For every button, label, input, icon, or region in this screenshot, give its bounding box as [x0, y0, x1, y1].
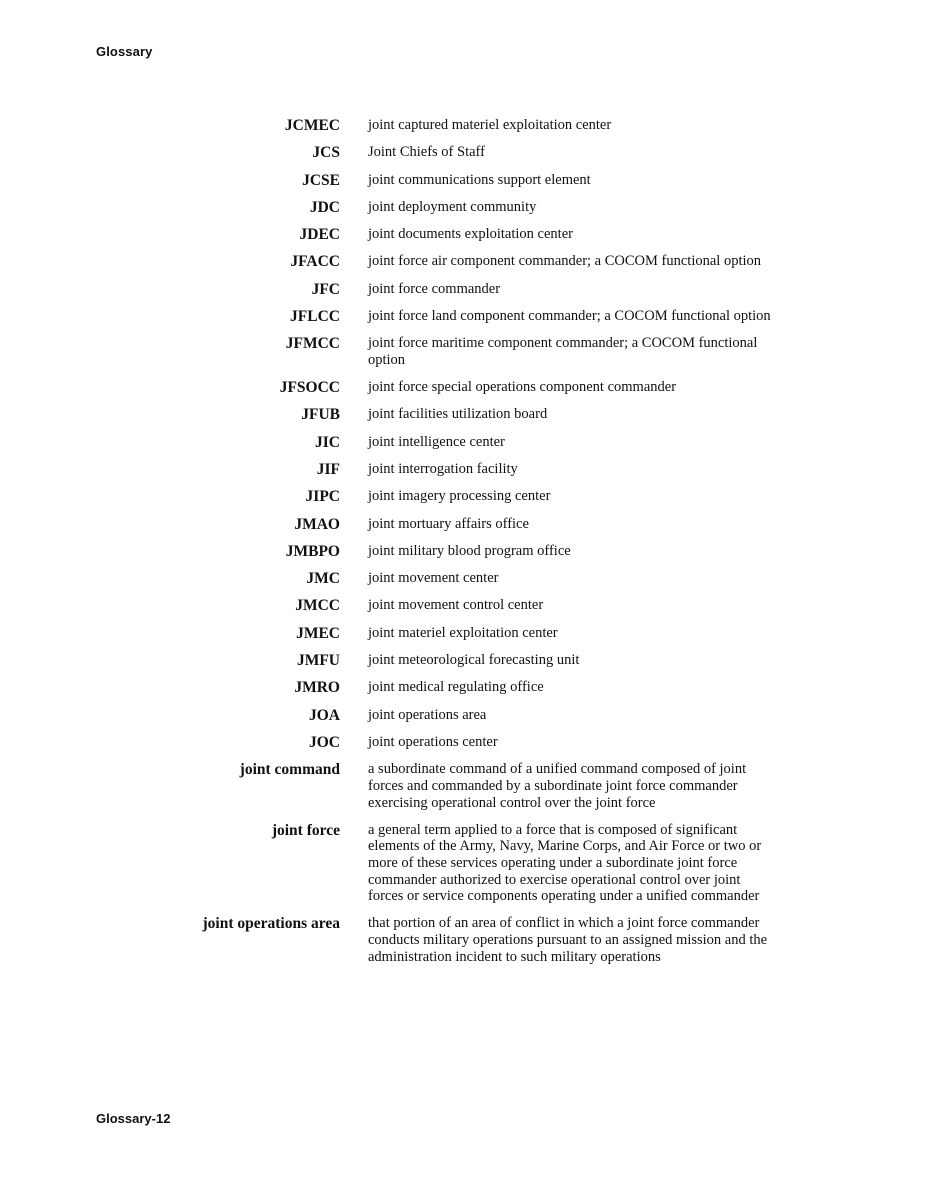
glossary-term: JFLCC	[290, 308, 340, 326]
glossary-definition: joint deployment community	[368, 198, 537, 215]
glossary-entry	[196, 199, 796, 216]
glossary-term: joint operations area	[202, 915, 340, 933]
glossary-definition: joint documents exploitation center	[368, 226, 573, 243]
glossary-term: joint force	[271, 821, 340, 839]
glossary-entry	[196, 679, 796, 696]
glossary-term: JFUB	[301, 406, 340, 424]
glossary-definition: joint captured materiel exploitation center	[368, 117, 612, 133]
glossary-entry	[196, 516, 796, 533]
glossary-definition: joint force maritime component commander; a COCOM functional option	[368, 335, 758, 369]
glossary-definition: joint military blood program office	[368, 542, 571, 559]
glossary-definition: joint mortuary affairs office	[368, 515, 529, 532]
glossary-entry	[196, 117, 796, 134]
glossary-term: JMAO	[294, 515, 340, 533]
glossary-entry	[196, 734, 796, 751]
glossary-term: JDEC	[299, 226, 340, 244]
glossary-definition: joint intelligence center	[368, 433, 505, 450]
glossary-definition: joint facilities utilization board	[368, 406, 548, 423]
glossary-definition: joint operations center	[368, 733, 498, 750]
glossary-entry	[196, 652, 796, 669]
glossary-term: JFMCC	[285, 335, 340, 353]
glossary-entry	[196, 822, 796, 906]
glossary-entry	[196, 488, 796, 505]
glossary-term: JOA	[309, 706, 340, 724]
glossary-definition: a general term applied to a force that is composed of significant elements of the Army, Navy, Marine Corps, and Air Force or two or more of these services operating under a subordinate joint force commander authorized to exercise operational control over joint forces or service components operating under a unified commander	[368, 821, 762, 905]
glossary-entry	[196, 308, 796, 325]
glossary-entry	[196, 625, 796, 642]
glossary-term: JCS	[312, 144, 340, 162]
glossary-entry	[196, 707, 796, 724]
glossary-definition: joint interrogation facility	[368, 460, 518, 477]
glossary-term: JMBPO	[285, 542, 340, 560]
page-number: Glossary-12	[96, 1111, 171, 1126]
glossary-definition: joint force air component commander; a COCOM functional option	[368, 253, 762, 270]
glossary-term: JOC	[309, 733, 340, 751]
glossary-definition: joint force commander	[368, 280, 501, 297]
glossary-entry	[196, 543, 796, 560]
glossary-entry	[196, 570, 796, 587]
glossary-definition: joint movement center	[368, 570, 499, 587]
glossary-definition: joint imagery processing center	[368, 488, 551, 505]
glossary-term: JFSOCC	[279, 379, 340, 397]
glossary-definition: joint movement control center	[368, 597, 544, 614]
glossary-entry	[196, 434, 796, 451]
glossary-definition: joint communications support element	[368, 171, 591, 188]
glossary-term: JFACC	[290, 253, 340, 271]
glossary-term: JMEC	[296, 624, 340, 642]
glossary-term: joint command	[239, 761, 340, 779]
glossary-term: JDC	[309, 198, 340, 216]
glossary-term: JIPC	[305, 488, 340, 506]
glossary-definition: joint materiel exploitation center	[368, 624, 558, 641]
glossary-entry	[196, 172, 796, 189]
glossary-term: JFC	[311, 280, 340, 298]
glossary-definition: joint medical regulating office	[368, 679, 544, 696]
glossary-term: JCMEC	[284, 117, 340, 134]
glossary-entry	[196, 915, 796, 965]
glossary-entry	[196, 761, 796, 811]
glossary-definition: Joint Chiefs of Staff	[368, 144, 485, 161]
glossary-term: JMRO	[294, 679, 340, 697]
glossary-definition: that portion of an area of conflict in which a joint force commander conducts military operations pursuant to an assigned mission and the administration incident to such military operations	[368, 915, 768, 965]
running-head: Glossary	[96, 44, 153, 59]
glossary-term: JMFU	[296, 652, 340, 670]
glossary-entry	[196, 144, 796, 161]
glossary-entry	[196, 379, 796, 396]
glossary-list	[196, 117, 796, 976]
glossary-entry	[196, 461, 796, 478]
glossary-definition: joint operations area	[368, 706, 487, 723]
glossary-definition: joint force land component commander; a COCOM functional option	[368, 308, 771, 325]
glossary-definition: a subordinate command of a unified command composed of joint forces and commanded by a subordinate joint force commander exercising operational control over the joint force	[368, 761, 747, 811]
glossary-term: JIF	[316, 460, 340, 478]
glossary-term: JIC	[315, 433, 340, 451]
glossary-term: JMCC	[295, 597, 340, 615]
glossary-entry	[196, 406, 796, 423]
glossary-definition: joint meteorological forecasting unit	[368, 652, 580, 669]
glossary-entry	[196, 597, 796, 614]
glossary-entry	[196, 253, 796, 270]
glossary-definition: joint force special operations component commander	[368, 379, 677, 396]
glossary-entry	[196, 335, 796, 368]
glossary-term: JCSE	[302, 171, 340, 189]
glossary-entry	[196, 281, 796, 298]
glossary-term: JMC	[306, 570, 340, 588]
glossary-entry	[196, 226, 796, 243]
